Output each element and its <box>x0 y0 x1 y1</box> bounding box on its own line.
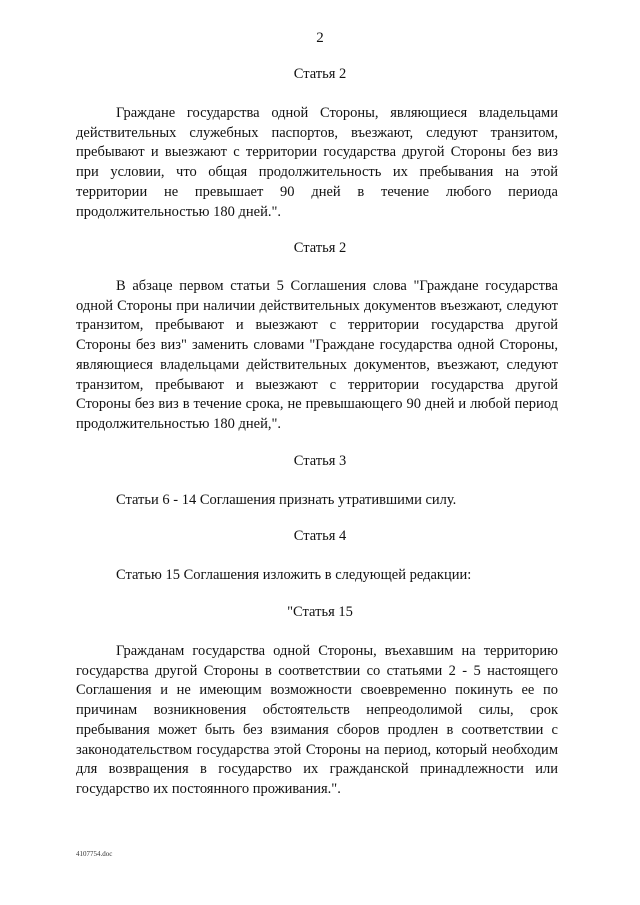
section-paragraph: В абзаце первом статьи 5 Соглашения слова "Граждане государства одной Стороны при наличии действительных документов въезжают, следуют транзитом, пребывают и выезжают с территории государства другой Стороны без виз" заменить словами "Граждане государства одной Стороны, являющиеся владельцами действительных документов, въезжают, следуют транзитом, пребывают и выезжают с территории государства другой Стороны без виз в течение срока, не превышающего 90 дней и любой период продолжительностью 180 дней,". <box>76 278 558 432</box>
section-heading: Статья 2 <box>293 240 347 256</box>
section-paragraph: Гражданам государства одной Стороны, въехавшим на территорию государства другой Стороны в соответствии со статьями 2 - 5 настоящего Соглашения и не имеющим возможности своевременно покинуть ее по причинам возникновения обстоятельств непреодолимой силы, срок пребывания может быть без взимания сборов продлен в соответствии с законодательством государства этой Стороны на период, который необходим для возвращения в государство их гражданской принадлежности или государство их постоянного проживания.". <box>76 643 558 797</box>
section-heading: Статья 3 <box>293 453 347 469</box>
section-paragraph: Статьи 6 - 14 Соглашения признать утратившими силу. <box>116 492 457 508</box>
section-paragraph: Граждане государства одной Стороны, являющиеся владельцами действительных служебных паспортов, въезжают, следуют транзитом, пребывают и выезжают с территории государства другой Стороны без виз при условии, что общая продолжительность их пребывания на этой территории не превышает 90 дней в течение любого периода продолжительностью 180 дней.". <box>76 105 558 220</box>
page-number: 2 <box>316 30 324 46</box>
section-heading: Статья 4 <box>293 528 347 544</box>
section-heading: "Статья 15 <box>287 604 353 620</box>
section-heading: Статья 2 <box>293 66 347 82</box>
section-paragraph: Статью 15 Соглашения изложить в следующей редакции: <box>116 567 472 583</box>
footer-filename: 4107754.doc <box>76 850 113 858</box>
